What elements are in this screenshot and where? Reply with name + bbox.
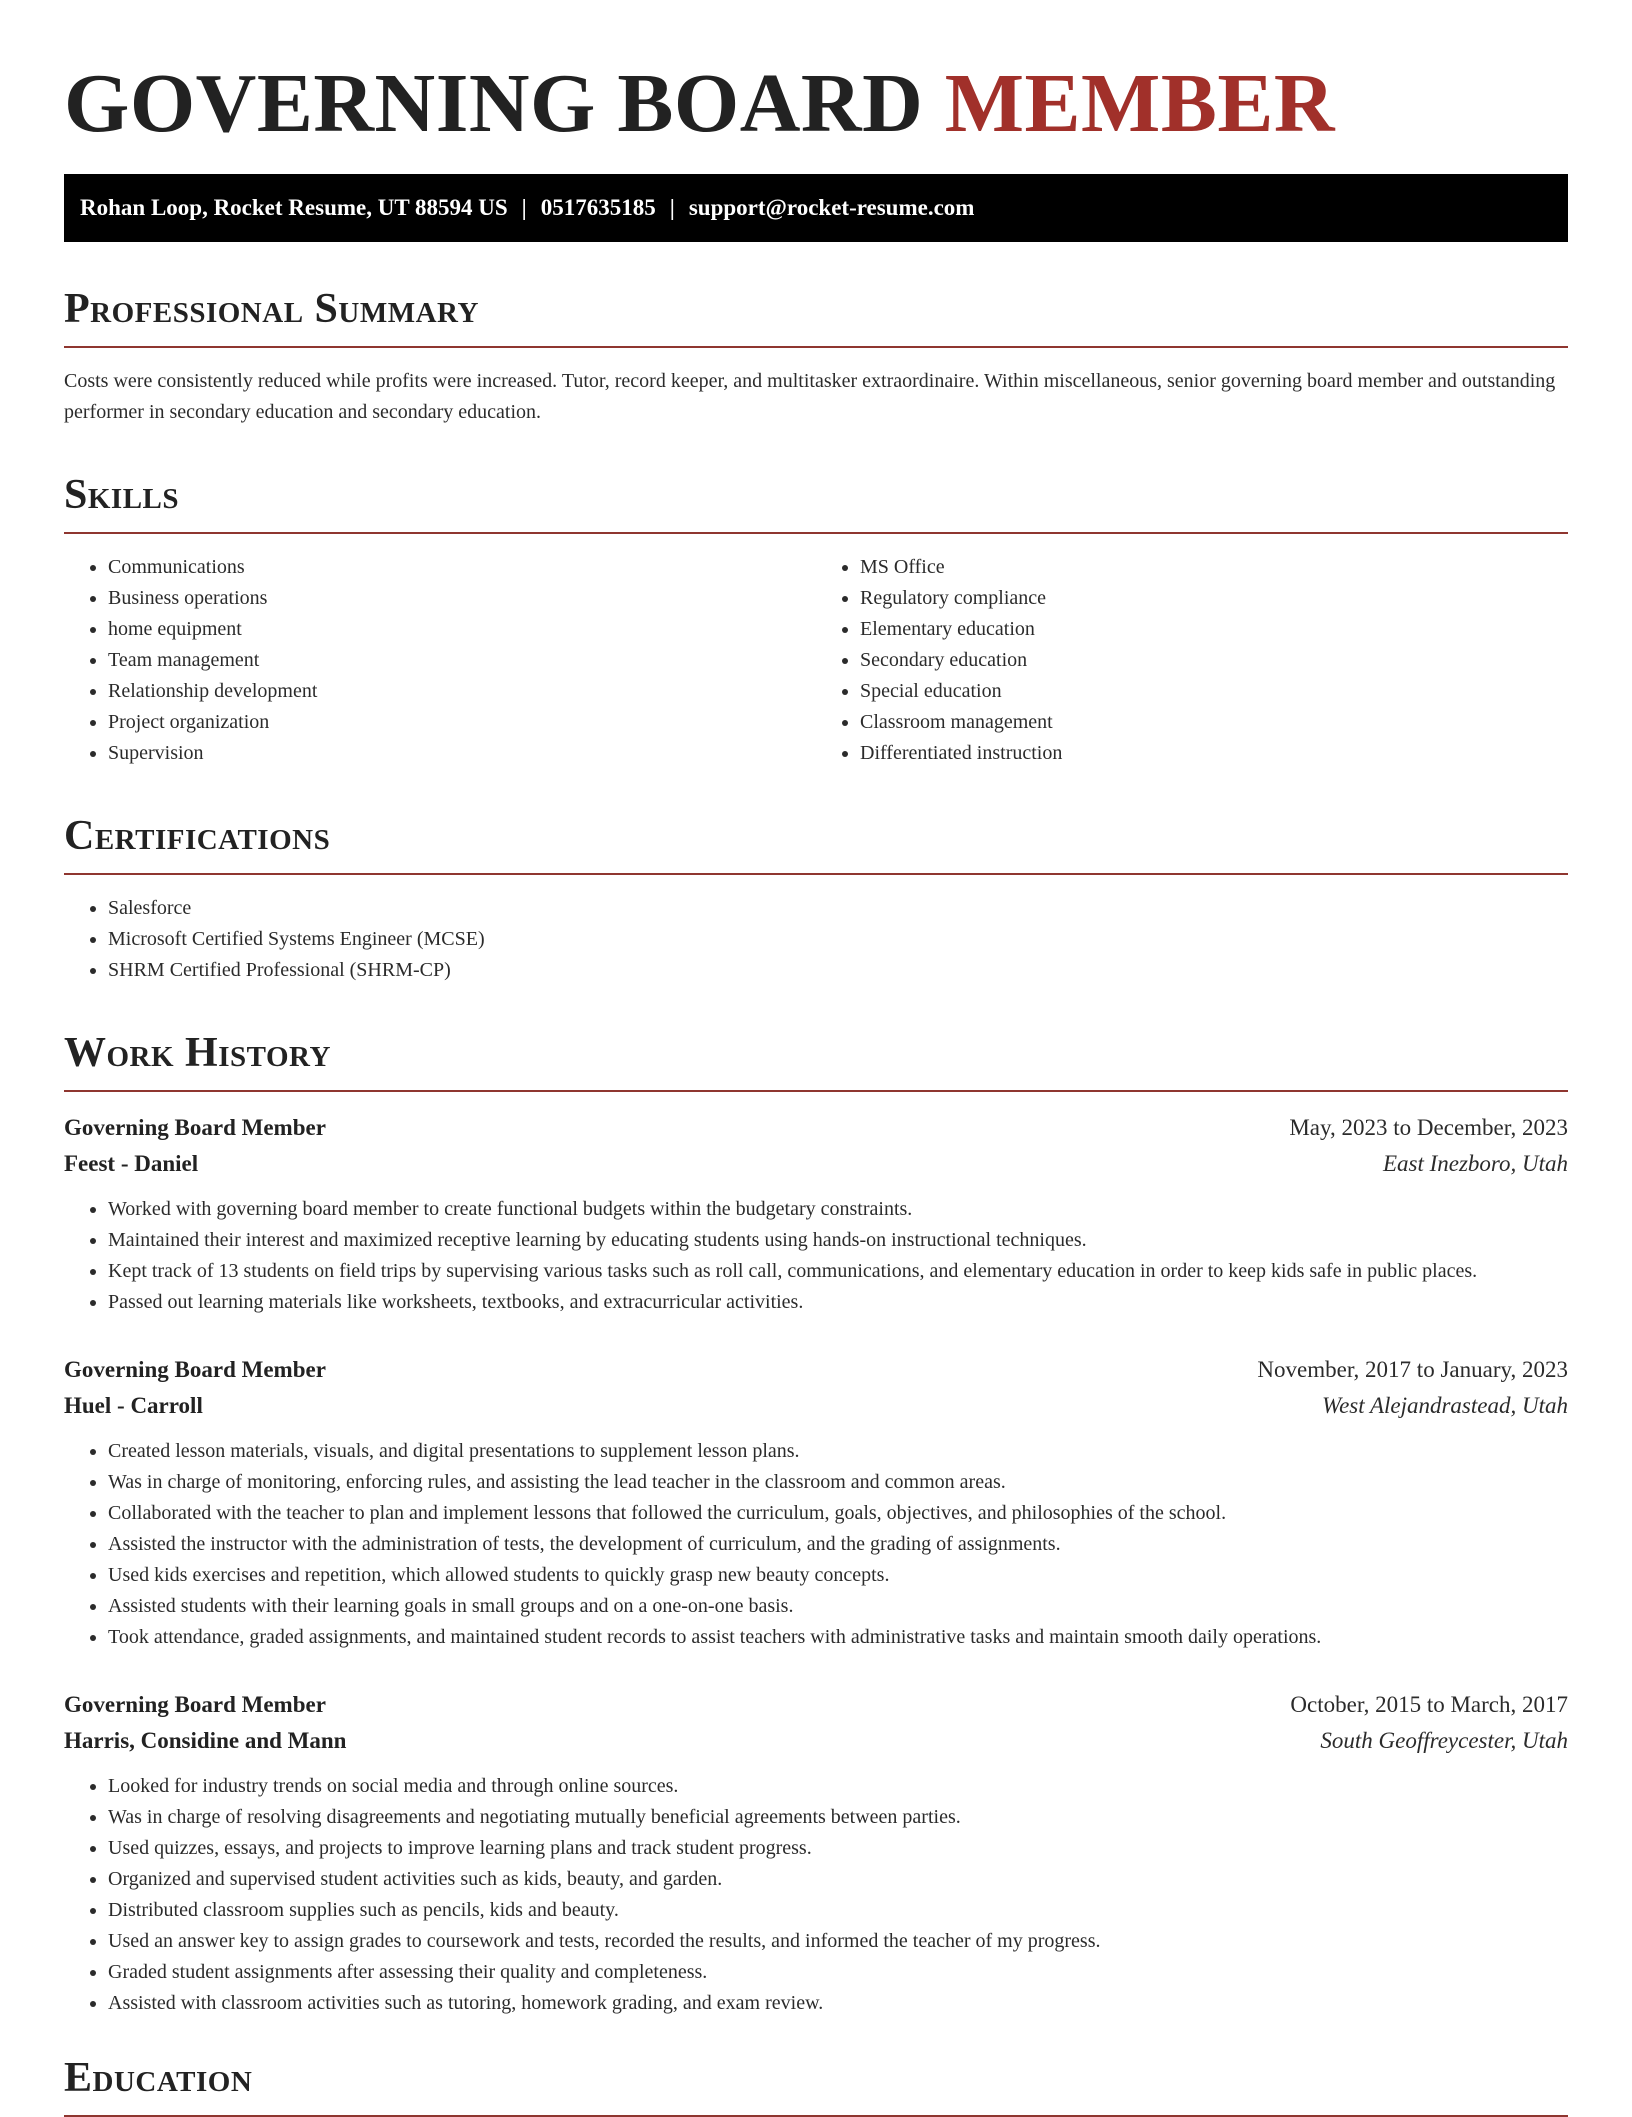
job-title: Governing Board Member [64, 1357, 326, 1382]
job-bullet: • Assisted with classroom activities such as tutoring, homework grading, and exam review. [108, 1988, 1568, 2019]
section-heading: Professional Summary [64, 286, 479, 332]
contact-bar [64, 174, 1568, 242]
job-bullet: • Distributed classroom supplies such as pencils, kids and beauty. [108, 1895, 1568, 1926]
job-title: Governing Board Member [64, 1115, 326, 1140]
work-history-section [64, 1028, 1568, 2019]
job-bullet: • Collaborated with the teacher to plan and implement lessons that followed the curriculum, goals, objectives, and philosophies of the school. [108, 1498, 1568, 1529]
skills-list-right [816, 552, 1568, 769]
job-header-row [64, 1352, 1568, 1388]
job-bullet: • Was in charge of monitoring, enforcing rules, and assisting the lead teacher in the classroom and common areas. [108, 1467, 1568, 1498]
contact-separator: | [669, 195, 675, 220]
skills-list-left [64, 552, 816, 769]
job-bullet: • Looked for industry trends on social media and through online sources. [108, 1771, 1568, 1802]
summary-text: Costs were consistently reduced while profits were increased. Tutor, record keeper, and multitasker extraordinaire. Within miscellaneous, senior governing board member and outstanding performer in secondary education and secondary education. [64, 370, 1556, 423]
job-bullets [64, 1436, 1568, 1653]
job-location: West Alejandrastead, Utah [1322, 1393, 1568, 1418]
section-heading: Work History [64, 1030, 331, 1076]
job-bullet: • Graded student assignments after assessing their quality and completeness. [108, 1957, 1568, 1988]
job-company: Harris, Considine and Mann [64, 1728, 347, 1753]
job-company-row [64, 1146, 1568, 1182]
certification-item: • Microsoft Certified Systems Engineer (MCSE) [108, 924, 1568, 955]
skill-item: • Project organization [108, 707, 816, 738]
job-bullet: • Organized and supervised student activities such as kids, beauty, and garden. [108, 1864, 1568, 1895]
job-bullet: • Assisted students with their learning goals in small groups and on a one-on-one basis. [108, 1591, 1568, 1622]
job-location: East Inezboro, Utah [1382, 1151, 1568, 1176]
education-section [64, 2053, 1568, 2117]
skill-item: • MS Office [860, 552, 1568, 583]
section-heading: Education [64, 2055, 253, 2101]
job-entry [64, 1687, 1568, 2019]
job-company-row [64, 1723, 1568, 1759]
job-entry [64, 1352, 1568, 1653]
skill-item: • Team management [108, 645, 816, 676]
job-entry [64, 1110, 1568, 1318]
skill-item: • Communications [108, 552, 816, 583]
skill-item: • Secondary education [860, 645, 1568, 676]
section-heading: Certifications [64, 813, 331, 859]
section-divider [64, 873, 1568, 875]
title-accent: MEMBER [944, 57, 1336, 150]
job-bullet: • Used quizzes, essays, and projects to improve learning plans and track student progress. [108, 1833, 1568, 1864]
resume-title [64, 56, 1568, 152]
section-divider [64, 346, 1568, 348]
certifications-section [64, 811, 1568, 986]
jobs-list [64, 1110, 1568, 2019]
skill-item: • Relationship development [108, 676, 816, 707]
job-bullet: • Used an answer key to assign grades to coursework and tests, recorded the results, and informed the teacher of my progress. [108, 1926, 1568, 1957]
skill-item: • Supervision [108, 738, 816, 769]
certifications-list [64, 893, 1568, 986]
job-header-row [64, 1110, 1568, 1146]
title-main: GOVERNING BOARD [64, 57, 924, 150]
skill-item: • Regulatory compliance [860, 583, 1568, 614]
skill-item: • Differentiated instruction [860, 738, 1568, 769]
job-company: Feest - Daniel [64, 1151, 199, 1176]
job-dates: October, 2015 to March, 2017 [1290, 1692, 1568, 1717]
job-bullet: • Worked with governing board member to create functional budgets within the budgetary constraints. [108, 1194, 1568, 1225]
skills-columns [64, 552, 1568, 769]
skill-item: • Business operations [108, 583, 816, 614]
contact-separator: | [521, 195, 527, 220]
section-heading: Skills [64, 472, 180, 518]
job-bullet: • Was in charge of resolving disagreements and negotiating mutually beneficial agreements between parties. [108, 1802, 1568, 1833]
contact-email: support@rocket-resume.com [688, 195, 975, 220]
job-bullet: • Assisted the instructor with the administration of tests, the development of curriculum, and the grading of assignments. [108, 1529, 1568, 1560]
job-title: Governing Board Member [64, 1692, 326, 1717]
summary-section [64, 284, 1568, 428]
job-bullets [64, 1194, 1568, 1318]
skill-item: • Classroom management [860, 707, 1568, 738]
skill-item: • Elementary education [860, 614, 1568, 645]
job-bullet: • Kept track of 13 students on field trips by supervising various tasks such as roll call, communications, and elementary education in order to keep kids safe in public places. [108, 1256, 1568, 1287]
job-bullet: • Maintained their interest and maximized receptive learning by educating students using hands-on instructional techniques. [108, 1225, 1568, 1256]
contact-address: Rohan Loop, Rocket Resume, UT 88594 US [80, 195, 508, 220]
job-bullet: • Used kids exercises and repetition, which allowed students to quickly grasp new beauty concepts. [108, 1560, 1568, 1591]
job-header-row [64, 1687, 1568, 1723]
certification-item: • SHRM Certified Professional (SHRM-CP) [108, 955, 1568, 986]
job-company-row [64, 1388, 1568, 1424]
skill-item: • home equipment [108, 614, 816, 645]
section-divider [64, 1090, 1568, 1092]
skill-item: • Special education [860, 676, 1568, 707]
skills-section [64, 470, 1568, 769]
job-bullets [64, 1771, 1568, 2019]
job-dates: May, 2023 to December, 2023 [1289, 1115, 1568, 1140]
certification-item: • Salesforce [108, 893, 1568, 924]
job-bullet: • Created lesson materials, visuals, and digital presentations to supplement lesson plans. [108, 1436, 1568, 1467]
job-location: South Geoffreycester, Utah [1320, 1728, 1568, 1753]
job-dates: November, 2017 to January, 2023 [1257, 1357, 1568, 1382]
section-divider [64, 532, 1568, 534]
job-bullet: • Took attendance, graded assignments, and maintained student records to assist teachers with administrative tasks and maintain smooth daily operations. [108, 1622, 1568, 1653]
contact-phone: 0517635185 [540, 195, 656, 220]
job-company: Huel - Carroll [64, 1393, 203, 1418]
job-bullet: • Passed out learning materials like worksheets, textbooks, and extracurricular activities. [108, 1287, 1568, 1318]
